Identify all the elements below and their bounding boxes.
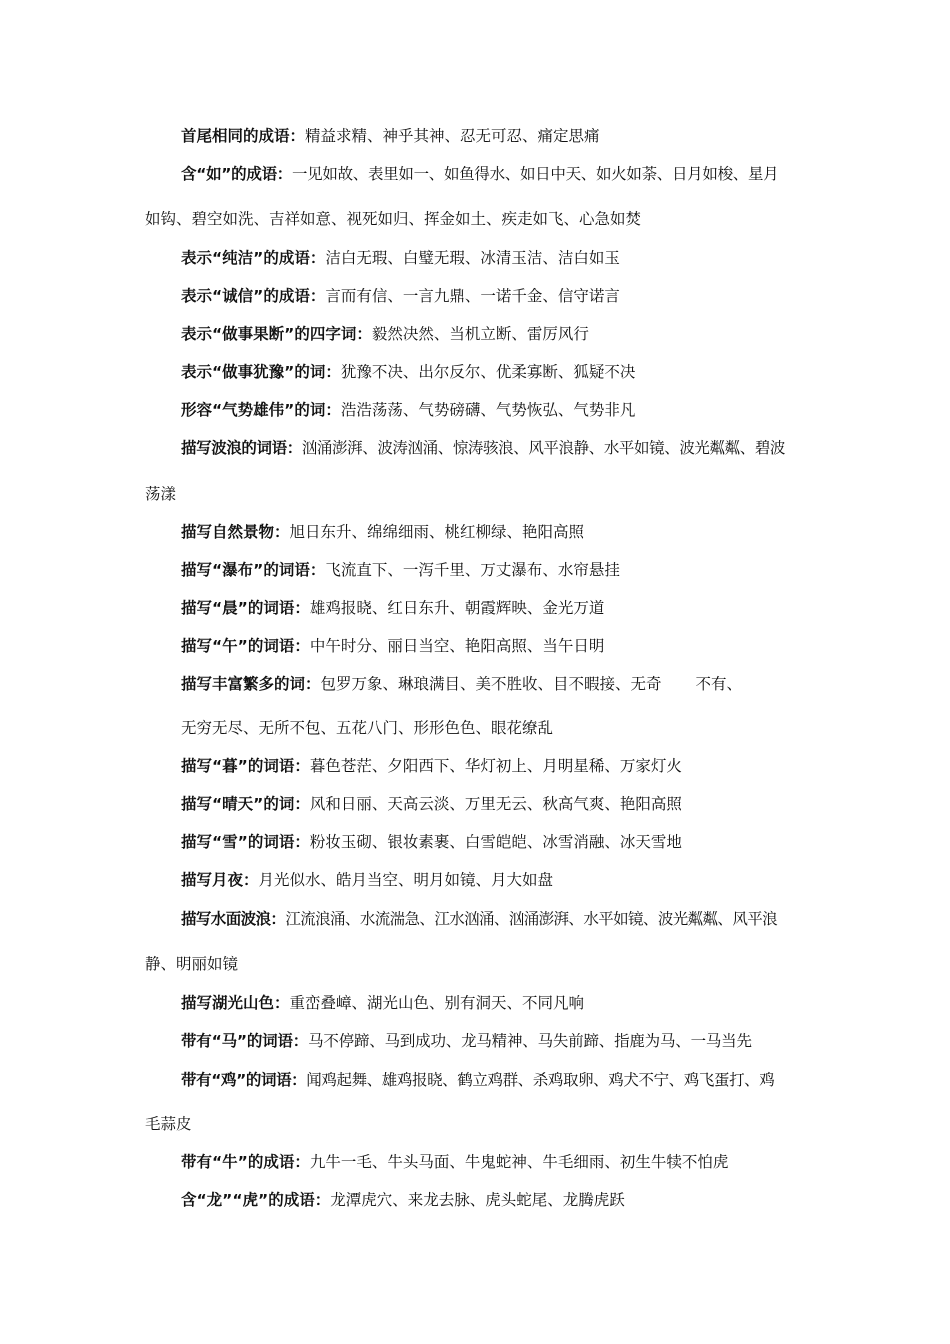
entry-text: 洁白无瑕、白璧无瑕、冰清玉洁、洁白如玉 xyxy=(325,249,620,267)
entry-text-tail: 不有、 xyxy=(695,675,743,693)
entry-row xyxy=(181,124,600,148)
entry-text: 飞流直下、一泻千里、万丈瀑布、水帘悬挂 xyxy=(325,561,620,579)
entry-row xyxy=(181,1068,774,1092)
entry-row xyxy=(181,322,589,346)
entry-continuation: 静、明丽如镜 xyxy=(145,955,239,973)
entry-text: 九牛一毛、牛头马面、牛鬼蛇神、牛毛细雨、初生牛犊不怕虎 xyxy=(309,1153,729,1171)
entry-text: 犹豫不决、出尔反尔、优柔寡断、狐疑不决 xyxy=(340,363,636,381)
entry-text: 言而有信、一言九鼎、一诺千金、信守诺言 xyxy=(325,287,620,305)
entry-text: 江流浪涌、水流湍急、江水汹涌、汹涌澎湃、水平如镜、波光粼粼、风平浪 xyxy=(285,910,778,928)
entry-row xyxy=(181,830,682,854)
entry-text: 粉妆玉砌、银妆素裹、白雪皑皑、冰雪消融、冰天雪地 xyxy=(309,833,682,851)
entry-label: 描写“暮”的词语： xyxy=(181,757,310,775)
entry-text: 龙潭虎穴、来龙去脉、虎头蛇尾、龙腾虎跃 xyxy=(330,1191,625,1209)
entry-text: 汹涌澎湃、波涛汹涌、惊涛骇浪、风平浪静、水平如镜、波光粼粼、碧波 xyxy=(301,439,786,457)
entry-row xyxy=(181,246,620,270)
entry-label: 描写“晨”的词语： xyxy=(181,599,310,617)
entry-label: 描写水面波浪： xyxy=(181,910,286,928)
entry-label: 描写“雪”的词语： xyxy=(181,833,310,851)
entry-row xyxy=(181,1029,752,1053)
entry-label: 形容“气势雄伟”的词： xyxy=(181,401,341,419)
entry-row xyxy=(181,360,635,384)
entry-label: 带有“牛”的成语： xyxy=(181,1153,310,1171)
entry-row xyxy=(181,1150,728,1174)
entry-text: 毅然决然、当机立断、雷厉风行 xyxy=(371,325,589,343)
entry-continuation: 如钩、碧空如洗、吉祥如意、视死如归、挥金如土、疾走如飞、心急如焚 xyxy=(145,210,642,228)
entry-row xyxy=(181,634,604,658)
entry-row xyxy=(181,520,584,544)
entry-row xyxy=(181,907,777,931)
entry-label: 表示“诚信”的成语： xyxy=(181,287,326,305)
entry-text: 精益求精、神乎其神、忍无可忍、痛定思痛 xyxy=(305,127,600,145)
entry-continuation: 荡漾 xyxy=(145,485,177,503)
entry-text: 包罗万象、琳琅满目、美不胜收、目不暇接、无奇 xyxy=(320,675,662,693)
entry-label: 描写“晴天”的词： xyxy=(181,795,310,813)
entry-row xyxy=(181,792,682,816)
entry-text: 风和日丽、天高云淡、万里无云、秋高气爽、艳阳高照 xyxy=(309,795,682,813)
entry-text: 马不停蹄、马到成功、龙马精神、马失前蹄、指鹿为马、一马当先 xyxy=(308,1032,752,1050)
entry-text: 一见如故、表里如一、如鱼得水、如日中天、如火如荼、日月如梭、星月 xyxy=(291,165,779,183)
entry-label: 首尾相同的成语： xyxy=(181,127,306,145)
entry-text: 重峦叠嶂、湖光山色、别有洞天、不同凡响 xyxy=(289,994,585,1012)
entry-text: 月光似水、皓月当空、明月如镜、月大如盘 xyxy=(258,871,554,889)
entry-row xyxy=(181,398,635,422)
entry-label: 表示“做事犹豫”的词： xyxy=(181,363,341,381)
entry-row xyxy=(181,162,778,186)
entry-text: 暮色苍茫、夕阳西下、华灯初上、月明星稀、万家灯火 xyxy=(309,757,682,775)
entry-label: 描写自然景物： xyxy=(181,523,290,541)
entry-label: 描写“午”的词语： xyxy=(181,637,310,655)
entry-text: 浩浩荡荡、气势磅礴、气势恢弘、气势非凡 xyxy=(340,401,636,419)
entry-row xyxy=(181,1188,625,1212)
entry-row xyxy=(181,868,553,892)
entry-row xyxy=(181,558,620,582)
entry-text: 闻鸡起舞、雄鸡报晓、鹤立鸡群、杀鸡取卵、鸡犬不宁、鸡飞蛋打、鸡 xyxy=(306,1071,775,1089)
entry-row xyxy=(181,991,584,1015)
entry-label: 表示“纯洁”的成语： xyxy=(181,249,326,267)
entry-text: 雄鸡报晓、红日东升、朝霞辉映、金光万道 xyxy=(309,599,605,617)
entry-label: 描写湖光山色： xyxy=(181,994,290,1012)
entry-text: 中午时分、丽日当空、艳阳高照、当午日明 xyxy=(309,637,605,655)
entry-label: 带有“马”的词语： xyxy=(181,1032,309,1050)
entry-row xyxy=(181,596,604,620)
entry-row xyxy=(181,284,620,308)
entry-label: 描写丰富繁多的词： xyxy=(181,675,321,693)
entry-row xyxy=(181,672,742,696)
entry-text: 旭日东升、绵绵细雨、桃红柳绿、艳阳高照 xyxy=(289,523,585,541)
entry-label: 描写波浪的词语： xyxy=(181,439,302,457)
entry-row xyxy=(181,436,785,460)
entry-continuation: 无穷无尽、无所不包、五花八门、形形色色、眼花缭乱 xyxy=(181,719,554,737)
entry-row xyxy=(181,754,682,778)
entry-label: 含“龙”“虎”的成语： xyxy=(181,1191,331,1209)
entry-continuation: 毛蒜皮 xyxy=(145,1115,192,1133)
entry-label: 描写月夜： xyxy=(181,871,259,889)
entry-label: 含“如”的成语： xyxy=(181,165,292,183)
entry-label: 表示“做事果断”的四字词： xyxy=(181,325,372,343)
entry-label: 描写“瀑布”的词语： xyxy=(181,561,326,579)
entry-label: 带有“鸡”的词语： xyxy=(181,1071,307,1089)
